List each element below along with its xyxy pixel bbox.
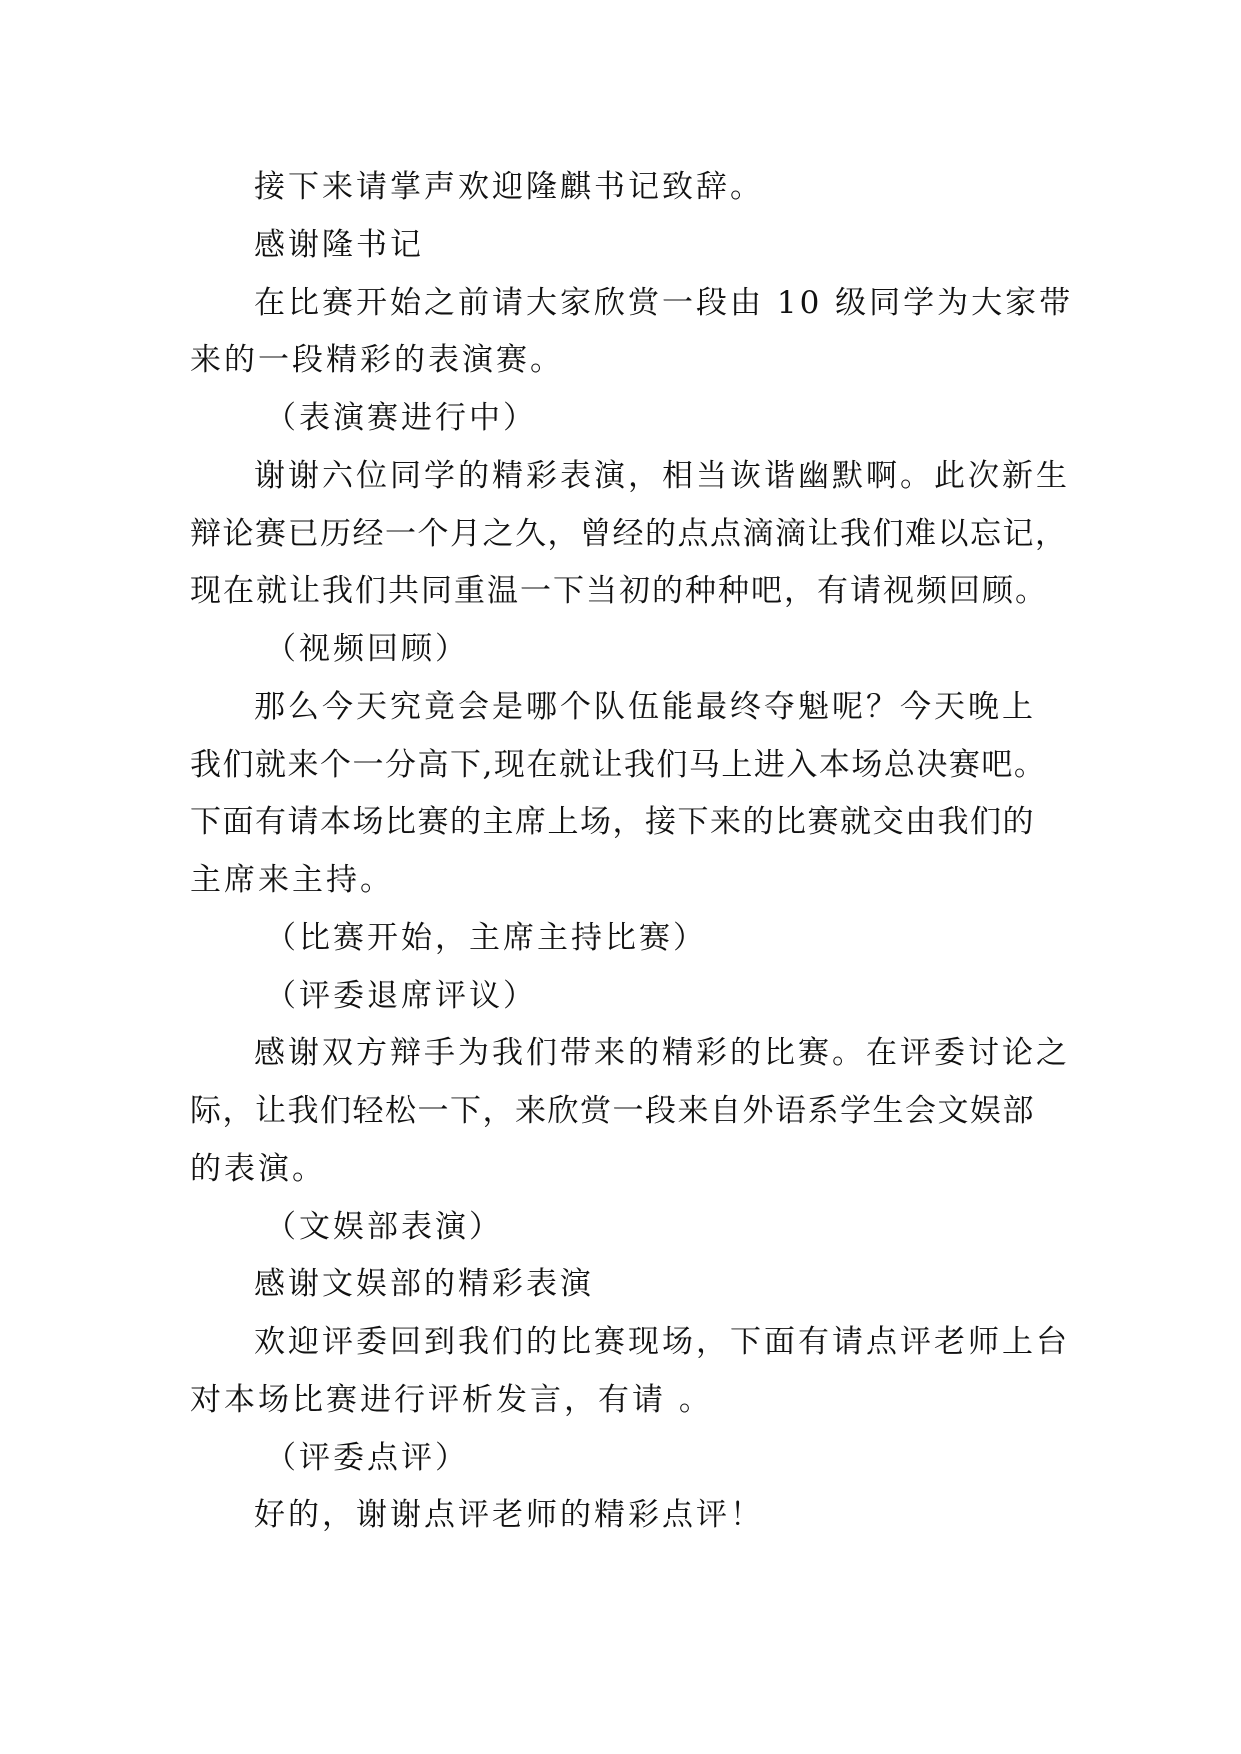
- paragraph-line: 主席来主持。: [190, 862, 394, 898]
- paragraph-line: 那么今天究竟会是哪个队伍能最终夺魁呢？今天晚上: [254, 689, 1036, 725]
- paragraph-line: 接下来请掌声欢迎隆麒书记致辞。: [254, 169, 764, 205]
- paragraph-line: 下面有请本场比赛的主席上场，接下来的比赛就交由我们的: [190, 804, 1035, 840]
- paragraph-line: 谢谢六位同学的精彩表演，相当诙谐幽默啊。此次新生: [254, 458, 1070, 494]
- paragraph-line: 现在就让我们共同重温一下当初的种种吧，有请视频回顾。: [190, 573, 1048, 609]
- paragraph-line: 我们就来个一分高下,现在就让我们马上进入本场总决赛吧。: [190, 747, 1047, 783]
- stage-direction: （比赛开始，主席主持比赛）: [265, 920, 707, 956]
- paragraph-line: 对本场比赛进行评析发言，有请 。: [190, 1382, 713, 1418]
- paragraph-line: 好的，谢谢点评老师的精彩点评！: [254, 1497, 764, 1533]
- stage-direction: （视频回顾）: [265, 631, 469, 667]
- stage-direction: （表演赛进行中）: [265, 400, 537, 436]
- stage-direction: （评委点评）: [265, 1440, 469, 1476]
- paragraph-line: 际，让我们轻松一下，来欣赏一段来自外语系学生会文娱部: [190, 1093, 1035, 1129]
- paragraph-line: 辩论赛已历经一个月之久，曾经的点点滴滴让我们难以忘记，: [190, 516, 1068, 552]
- paragraph-line: 欢迎评委回到我们的比赛现场，下面有请点评老师上台: [254, 1324, 1070, 1360]
- paragraph-line: 感谢隆书记: [254, 227, 424, 263]
- paragraph-line: 的表演。: [190, 1151, 326, 1187]
- stage-direction: （评委退席评议）: [265, 978, 537, 1014]
- paragraph-line: 来的一段精彩的表演赛。: [190, 342, 564, 378]
- paragraph-line: 在比赛开始之前请大家欣赏一段由 10 级同学为大家带: [254, 285, 1074, 321]
- paragraph-line: 感谢文娱部的精彩表演: [254, 1266, 594, 1302]
- stage-direction: （文娱部表演）: [265, 1209, 503, 1245]
- paragraph-line: 感谢双方辩手为我们带来的精彩的比赛。在评委讨论之: [254, 1035, 1070, 1071]
